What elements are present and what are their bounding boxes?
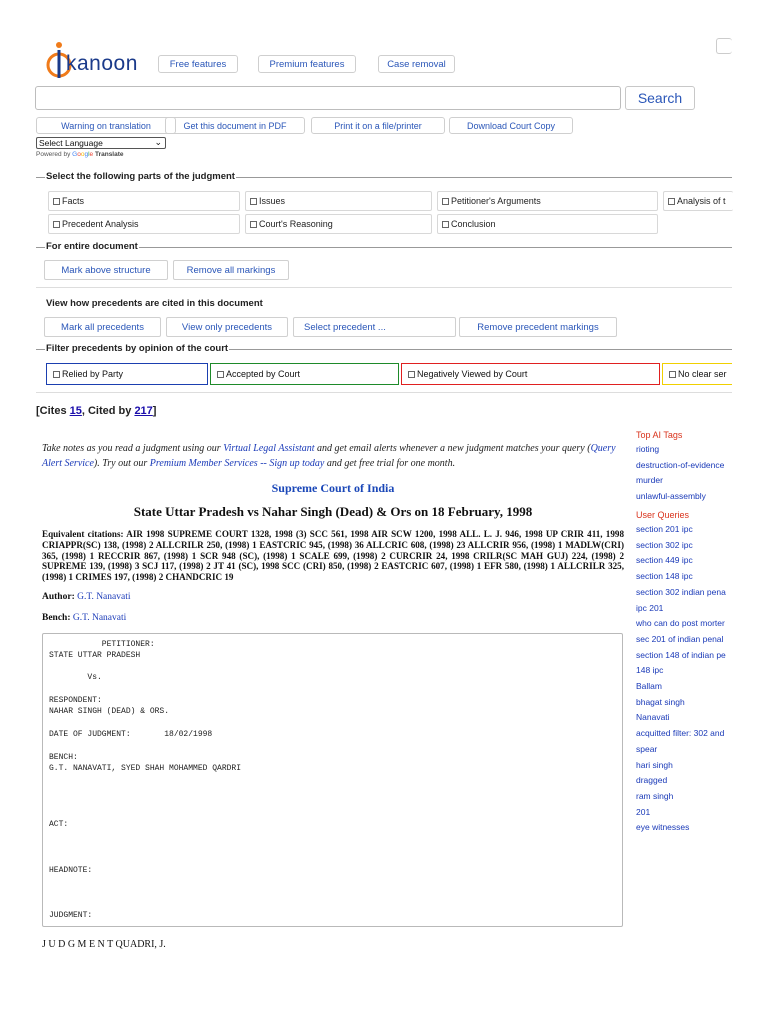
user-query-link[interactable]: dragged [636, 775, 668, 786]
user-query-link[interactable]: 148 ipc [636, 665, 664, 676]
checkbox-icon[interactable] [669, 371, 676, 378]
mark-structure-button[interactable]: Mark above structure [44, 260, 168, 280]
print-button[interactable]: Print it on a file/printer [311, 117, 445, 134]
ai-tag-link[interactable]: unlawful-assembly [636, 491, 706, 502]
bench-link[interactable]: G.T. Nanavati [72, 613, 127, 623]
get-pdf-button[interactable]: Get this document in PDF [165, 117, 305, 134]
ai-tag-link[interactable]: rioting [636, 444, 660, 454]
free-features-button[interactable]: Free features [158, 55, 238, 73]
powered-by-label: Powered by [36, 151, 71, 158]
author-link[interactable]: G.T. Nanavati [77, 592, 131, 602]
author-line: Author: G.T. Nanavati [42, 592, 131, 602]
google-wordmark: Google [72, 151, 94, 158]
language-select[interactable] [36, 137, 166, 149]
virtual-assistant-link[interactable]: Virtual Legal Assistant [223, 443, 315, 454]
part-petitioners-arguments[interactable]: Petitioner's Arguments [437, 191, 658, 211]
user-query-link[interactable]: ipc 201 [636, 602, 664, 613]
ai-tags-heading: Top AI Tags [636, 430, 683, 440]
cites-summary: [Cites 15, Cited by 217] [36, 405, 157, 417]
part-courts-reasoning[interactable]: Court's Reasoning [245, 214, 432, 234]
user-query-link[interactable]: Nanavati [636, 712, 670, 723]
pre-judgment: JUDGMENT: [49, 911, 93, 920]
user-query-link[interactable]: sec 201 of indian penal [636, 633, 724, 644]
pre-bench-label: BENCH: [49, 753, 78, 762]
checkbox-icon[interactable] [250, 221, 257, 228]
user-query-link[interactable]: section 148 ipc [636, 571, 693, 582]
account-box[interactable] [716, 38, 732, 54]
user-query-link[interactable]: 201 [636, 806, 651, 817]
pre-act: ACT: [49, 820, 69, 829]
user-query-link[interactable]: section 302 indian pena [636, 586, 726, 597]
pre-respondent: NAHAR SINGH (DEAD) & ORS. [49, 707, 170, 716]
warning-translation-button[interactable]: Warning on translation [36, 117, 176, 134]
filter-negatively-viewed[interactable]: Negatively Viewed by Court [401, 363, 660, 385]
user-query-link[interactable]: section 302 ipc [636, 539, 693, 550]
user-query-link[interactable]: section 148 of indian pe [636, 649, 726, 660]
pre-petitioner: STATE UTTAR PRADESH [49, 651, 141, 660]
checkbox-icon[interactable] [53, 198, 60, 205]
checkbox-icon[interactable] [408, 371, 415, 378]
user-query-link[interactable]: section 449 ipc [636, 555, 693, 566]
part-facts[interactable]: Facts [48, 191, 240, 211]
checkbox-icon[interactable] [53, 371, 60, 378]
user-query-link[interactable]: ram singh [636, 790, 674, 801]
logo-text: kanoon [66, 52, 138, 75]
translate-link[interactable]: Translate [94, 151, 124, 158]
precedents-divider [36, 287, 732, 288]
user-query-link[interactable]: hari singh [636, 759, 673, 770]
pre-vs: Vs. [49, 673, 102, 682]
user-query-link[interactable]: eye witnesses [636, 822, 690, 833]
search-button[interactable]: Search [625, 86, 695, 110]
user-query-link[interactable]: section 201 ipc [636, 524, 693, 534]
view-only-precedents-button[interactable]: View only precedents [166, 317, 288, 337]
equivalent-citations: Equivalent citations: AIR 1998 SUPREME COURT 1328, 1998 (3) SCC 561, 1998 AIR SCW 1200, 1998 ALL. L. J. 946, 1998 UP CRIR 411, 1998 CRIAPPR(SC) 138, (1998) 2 ALLCRILR 250, (1998) 1 EASTCRIC 945, (1998) 36 ALLCRIC 608, (1998) 23 ALLCRIR 956, (1998) 1 MADLW(CRI) 365, (1998) 1 RECCRIR 867, (1998) 1 SCR 948 (SC), (1998) 1 SCALE 699, (1998) 2 CURCRIR 24, 1998 CRILR(SC MAH GUJ) 224, (1998) 2 SUPREME 139, (1998) 3 SCJ 117, (1998) 2 JT 41 (SC), 1998 SCC (CRI) 850, (1998) 2 EASTCRIC 607, (1998) 1 EFR 580, (1998) 1 ALLCRILR 325, (1998) 1 CRIMES 197, (1998) 2 CHANDCRIC 19 [42, 529, 624, 583]
cited-by-link[interactable]: 217 [134, 405, 153, 417]
select-precedent-dropdown[interactable]: Select precedent ... [293, 317, 456, 337]
court-name[interactable]: Supreme Court of India [271, 481, 395, 495]
query-alert-link[interactable]: Query Alert Service [42, 443, 616, 469]
search-input[interactable] [35, 86, 621, 110]
opinion-bottom-divider [36, 392, 732, 393]
checkbox-icon[interactable] [217, 371, 224, 378]
case-removal-button[interactable]: Case removal [378, 55, 455, 73]
premium-services-link[interactable]: Premium Member Services -- Sign up today [149, 458, 325, 469]
user-query-link[interactable]: Ballam [636, 681, 662, 691]
checkbox-icon[interactable] [668, 198, 675, 205]
remove-precedent-markings-button[interactable]: Remove precedent markings [459, 317, 617, 337]
user-queries-heading: User Queries [636, 510, 690, 520]
opinion-legend: Filter precedents by opinion of the court [46, 343, 229, 354]
pre-date: DATE OF JUDGMENT: 18/02/1998 [49, 730, 213, 739]
filter-no-clear-sense[interactable]: No clear ser [662, 363, 732, 385]
user-query-link[interactable]: acquitted filter: 302 and [636, 728, 725, 739]
language-select-value: Select Language [39, 138, 103, 148]
cites-link[interactable]: 15 [69, 405, 82, 417]
judgment-start: J U D G M E N T QUADRI, J. [42, 939, 166, 950]
structure-legend: Select the following parts of the judgment [46, 171, 235, 182]
part-precedent-analysis[interactable]: Precedent Analysis [48, 214, 240, 234]
user-query-link[interactable]: spear [636, 743, 658, 754]
pre-respondent-label: RESPONDENT: [49, 696, 102, 705]
user-query-link[interactable]: who can do post morter [636, 618, 725, 629]
part-analysis[interactable]: Analysis of t [663, 191, 733, 211]
checkbox-icon[interactable] [442, 198, 449, 205]
entire-legend: For entire document [46, 241, 138, 252]
mark-all-precedents-button[interactable]: Mark all precedents [44, 317, 161, 337]
judgment-header-block [42, 633, 623, 927]
pre-headnote: HEADNOTE: [49, 866, 93, 875]
filter-accepted-by-court[interactable]: Accepted by Court [210, 363, 399, 385]
checkbox-icon[interactable] [250, 198, 257, 205]
premium-features-button[interactable]: Premium features [258, 55, 356, 73]
checkbox-icon[interactable] [53, 221, 60, 228]
precedents-legend: View how precedents are cited in this document [46, 298, 263, 309]
entire-divider [36, 247, 732, 248]
ai-tag-link[interactable]: murder [636, 475, 663, 486]
part-issues[interactable]: Issues [245, 191, 432, 211]
powered-by-google [36, 151, 124, 158]
ai-tag-link[interactable]: destruction-of-evidence [636, 459, 725, 470]
filter-relied-by-party[interactable]: Relied by Party [46, 363, 208, 385]
pre-bench: G.T. NANAVATI, SYED SHAH MOHAMMED QARDRI [49, 764, 242, 773]
judgment-title: State Uttar Pradesh vs Nahar Singh (Dead) & Ors on 18 February, 1998 [133, 504, 533, 519]
download-court-copy-button[interactable]: Download Court Copy [449, 117, 573, 134]
indian-kanoon-logo[interactable] [44, 40, 154, 84]
bench-line: Bench: G.T. Nanavati [42, 613, 127, 623]
checkbox-icon[interactable] [442, 221, 449, 228]
chevron-down-icon: ⌄ [154, 137, 162, 147]
pre-petitioner-label: PETITIONER: [49, 640, 155, 649]
remove-markings-button[interactable]: Remove all markings [173, 260, 289, 280]
part-conclusion[interactable]: Conclusion [437, 214, 658, 234]
premium-note: Take notes as you read a judgment using our Virtual Legal Assistant and get email alerts whenever a new judgment matches your query (Query Alert Service). Try out our Premium Member Services -- Sign up today and get free trial for one month. [42, 443, 616, 469]
user-query-link[interactable]: bhagat singh [636, 696, 685, 707]
